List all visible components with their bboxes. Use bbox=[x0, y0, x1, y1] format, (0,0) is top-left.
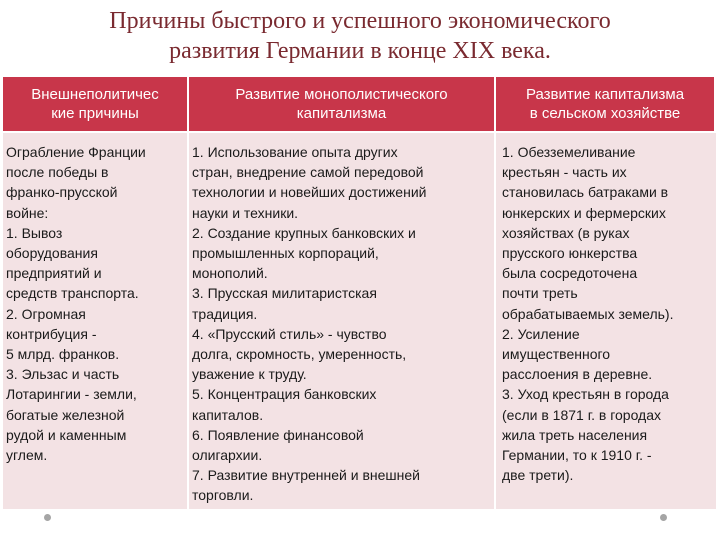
cell-text-line: науки и техники. bbox=[192, 204, 299, 221]
cell-text-line: крестьян - часть их bbox=[502, 164, 627, 181]
cell-text-line: контрибуция - bbox=[6, 325, 97, 342]
cell-text-line: долга, скромность, умеренность, bbox=[192, 346, 407, 363]
cell-text-line: прусского юнкерства bbox=[502, 245, 638, 262]
cell-text-line: 2. Усиление bbox=[502, 325, 580, 342]
header-line: Внешнеполитичес bbox=[31, 86, 159, 103]
slide-dot-left bbox=[44, 514, 51, 521]
page-title bbox=[0, 6, 720, 66]
cell-foreign-policy bbox=[3, 131, 189, 509]
cell-text-line: (если в 1871 г. в городах bbox=[502, 406, 661, 423]
cell-text-line: 2. Огромная bbox=[6, 305, 86, 322]
cell-text-line: 1. Вывоз bbox=[6, 224, 63, 241]
cell-text-line: 7. Развитие внутренней и внешней bbox=[192, 467, 420, 484]
header-line: капитализма bbox=[296, 105, 387, 122]
cell-text-line: капиталов. bbox=[192, 406, 264, 423]
cell-text-line: богатые железной bbox=[6, 406, 125, 423]
cell-text-line: две трети). bbox=[502, 467, 574, 484]
slide-dot-right bbox=[660, 514, 667, 521]
cell-text-line: 3. Прусская милитаристская bbox=[192, 285, 377, 302]
cell-text-line: была сосредоточена bbox=[502, 265, 638, 282]
cell-text-line: торговли. bbox=[192, 487, 254, 504]
cell-text-line: уважение к труду. bbox=[192, 366, 307, 383]
cell-text-line: 1. Использование опыта других bbox=[192, 144, 398, 160]
cell-agriculture-capitalism bbox=[496, 131, 716, 509]
header-monopoly-capitalism bbox=[189, 77, 496, 131]
causes-table bbox=[3, 77, 716, 509]
title-line-1: Причины быстрого и успешного экономического bbox=[109, 8, 611, 34]
cell-text-line: юнкерских и фермерских bbox=[502, 204, 666, 221]
header-line: в сельском хозяйстве bbox=[529, 105, 681, 122]
header-line: Развитие монополистического bbox=[235, 86, 448, 103]
cell-text-line: оборудования bbox=[6, 245, 98, 262]
cell-monopoly-capitalism bbox=[189, 131, 496, 509]
cell-text-line: обрабатываемых земель). bbox=[502, 305, 674, 322]
cell-text-line: предприятий и bbox=[6, 265, 102, 282]
cell-text-line: расслоения в деревне. bbox=[502, 366, 653, 383]
cell-text-line: 3. Уход крестьян в города bbox=[502, 386, 669, 403]
cell-text-line: Лотарингии - земли, bbox=[6, 386, 137, 403]
header-line: кие причины bbox=[51, 105, 139, 122]
header-line: Развитие капитализма bbox=[525, 86, 685, 103]
cell-text-line: углем. bbox=[6, 447, 48, 464]
cell-text-line: стран, внедрение самой передовой bbox=[192, 164, 424, 181]
cell-text-line: рудой и каменным bbox=[6, 426, 127, 443]
cell-text-line: 5. Концентрация банковских bbox=[192, 386, 377, 403]
cell-text-line: почти треть bbox=[502, 285, 578, 302]
cell-text-line: войне: bbox=[6, 204, 49, 221]
header-agriculture-capitalism bbox=[496, 77, 716, 131]
cell-text-line: 4. «Прусский стиль» - чувство bbox=[192, 325, 387, 342]
cell-text-line: 2. Создание крупных банковских и bbox=[192, 224, 416, 241]
cell-text-line: олигархии. bbox=[192, 447, 263, 464]
cell-text-line: франко-прусской bbox=[6, 184, 118, 201]
cell-text-line: хозяйствах (в руках bbox=[502, 224, 630, 241]
cell-text-line: средств транспорта. bbox=[6, 285, 139, 302]
cell-text-line: 3. Эльзас и часть bbox=[6, 366, 120, 383]
cell-text-line: 5 млрд. франков. bbox=[6, 346, 120, 363]
title-line-2: развития Германии в конце XIX века. bbox=[169, 38, 551, 64]
cell-text-line: Германии, то к 1910 г. - bbox=[502, 447, 652, 464]
cell-text-line: имущественного bbox=[502, 346, 611, 363]
cell-text-line: промышленных корпораций, bbox=[192, 245, 379, 262]
cell-text-line: монополий. bbox=[192, 265, 268, 282]
cell-text-line: технологии и новейших достижений bbox=[192, 184, 427, 201]
header-foreign-policy bbox=[3, 77, 189, 131]
cell-text-line: Ограбление Франции bbox=[6, 144, 146, 160]
cell-text-line: становилась батраками в bbox=[502, 184, 669, 201]
cell-text-line: жила треть населения bbox=[502, 426, 648, 443]
cell-text-line: 6. Появление финансовой bbox=[192, 426, 364, 443]
cell-text-line: традиция. bbox=[192, 305, 258, 322]
cell-text-line: 1. Обезземеливание bbox=[502, 144, 636, 160]
cell-text-line: после победы в bbox=[6, 164, 109, 181]
